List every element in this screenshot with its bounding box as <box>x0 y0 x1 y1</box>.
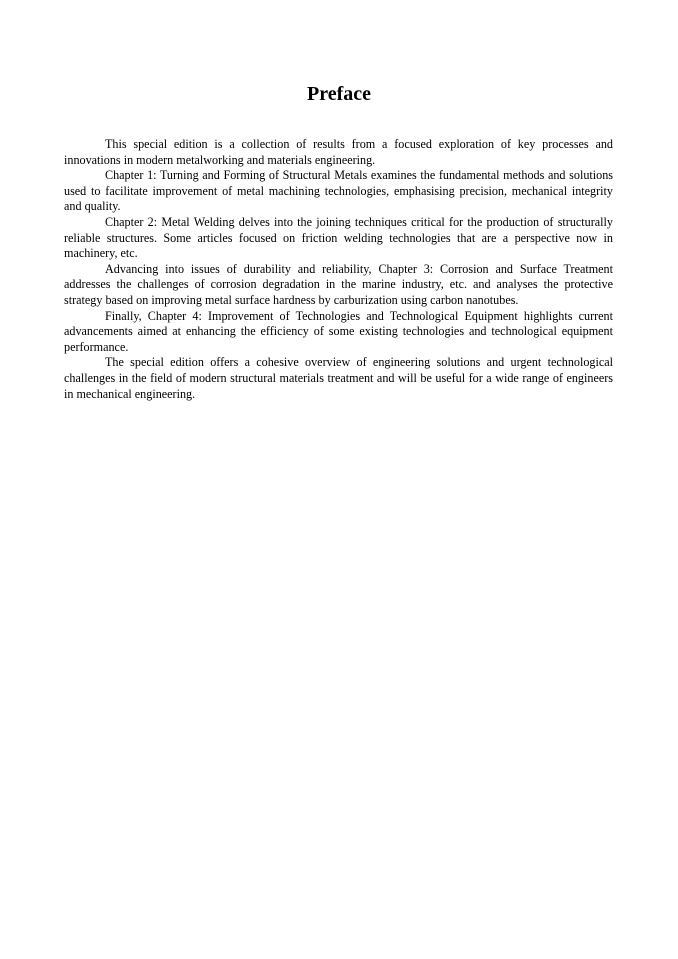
paragraph-conclusion: The special edition offers a cohesive overview of engineering solutions and urgent technological challenges in the field of modern structural materials treatment and will be useful for a wide range of engineers in mechanical engineering. <box>64 355 613 401</box>
paragraph-chapter-4: Finally, Chapter 4: Improvement of Technologies and Technological Equipment highlights current advancements aimed at enhancing the efficiency of some existing technologies and technological equipment performance. <box>64 308 613 354</box>
page-title: Preface <box>306 83 372 105</box>
paragraph-chapter-2: Chapter 2: Metal Welding delves into the joining techniques critical for the production of structurally reliable structures. Some articles focused on friction welding technologies that are a perspective now in machinery, etc. <box>64 214 613 261</box>
paragraph-chapter-3: Advancing into issues of durability and reliability, Chapter 3: Corrosion and Surface Treatment addresses the challenges of corrosion degradation in the marine industry, etc. and analyses the protective strategy based on improving metal surface hardness by carburization using carbon nanotubes. <box>64 261 613 307</box>
paragraph-intro: This special edition is a collection of results from a focused exploration of key processes and innovations in modern metalworking and materials engineering. <box>64 137 613 167</box>
paragraph-chapter-1: Chapter 1: Turning and Forming of Structural Metals examines the fundamental methods and solutions used to facilitate improvement of metal machining technologies, emphasising precision, mechanical integrity and quality. <box>64 168 613 214</box>
preface-body <box>64 137 613 402</box>
